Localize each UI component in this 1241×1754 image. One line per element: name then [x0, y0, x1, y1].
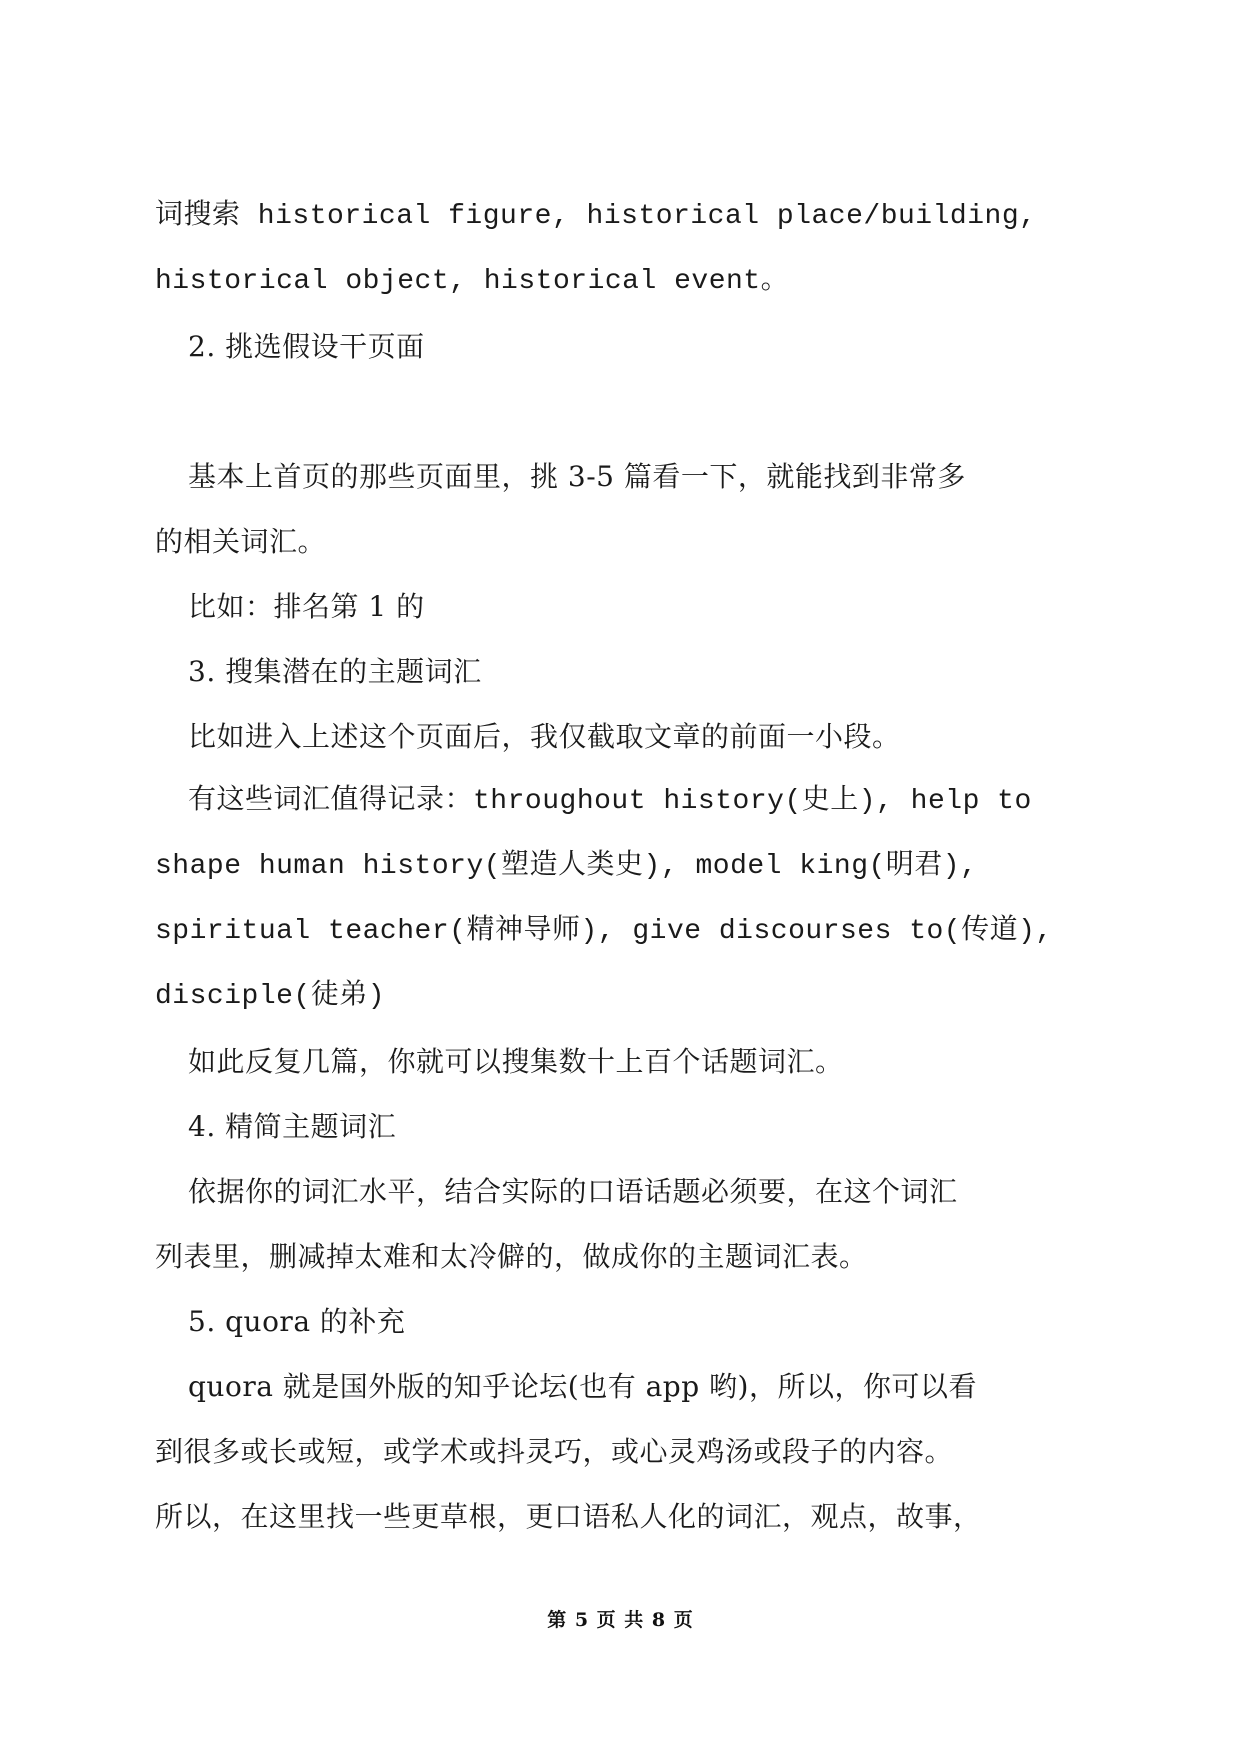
body-line: 的相关词汇。 — [155, 525, 327, 558]
document-body — [155, 184, 1095, 1549]
section-heading: 4. 精简主题词汇 — [188, 1110, 397, 1143]
body-line: 依据你的词汇水平，结合实际的口语话题必须要，在这个词汇 — [188, 1175, 958, 1208]
body-line: 词搜索 historical figure, historical place/building, — [155, 201, 1037, 232]
blank-line — [155, 379, 1095, 444]
body-line: 到很多或长或短，或学术或抖灵巧，或心灵鸡汤或段子的内容。 — [155, 1435, 954, 1468]
body-line: spiritual teacher(精神导师), give discourses to(传道), — [155, 916, 1053, 947]
body-line: historical object, historical event。 — [155, 266, 790, 297]
body-line: disciple(徒弟) — [155, 981, 386, 1012]
body-line: 如此反复几篇，你就可以搜集数十上百个话题词汇。 — [188, 1045, 844, 1078]
body-line: shape human history(塑造人类史), model king(明君), — [155, 851, 978, 882]
body-line: 列表里，删减掉太难和太冷僻的，做成你的主题词汇表。 — [155, 1240, 868, 1273]
body-line: 比如进入上述这个页面后，我仅截取文章的前面一小段。 — [188, 720, 901, 753]
body-line: 有这些词汇值得记录：throughout history(史上), help to — [188, 786, 1032, 817]
section-heading: 5. quora 的补充 — [188, 1305, 406, 1338]
section-heading: 3. 搜集潜在的主题词汇 — [188, 655, 482, 688]
body-line: 比如：排名第 1 的 — [188, 590, 425, 623]
section-heading: 2. 挑选假设干页面 — [188, 330, 425, 363]
body-line: 所以，在这里找一些更草根，更口语私人化的词汇，观点，故事， — [155, 1500, 982, 1533]
body-line: 基本上首页的那些页面里，挑 3-5 篇看一下，就能找到非常多 — [188, 460, 966, 493]
body-line: quora 就是国外版的知乎论坛(也有 app 哟)，所以，你可以看 — [188, 1370, 977, 1403]
page-number-footer: 第 5 页 共 8 页 — [547, 1609, 694, 1631]
